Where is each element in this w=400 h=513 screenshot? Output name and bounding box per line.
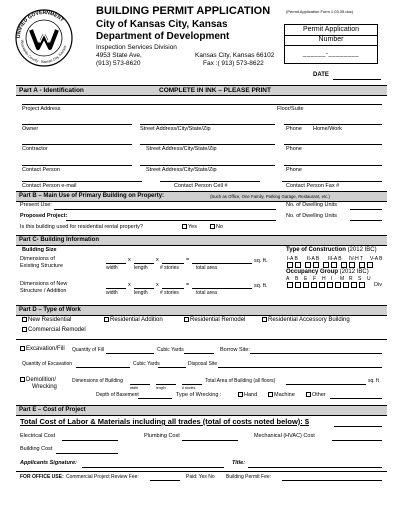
total-cost-label: Total Cost of Labor & Materials including all trades (total of costs noted below): $	[20, 417, 310, 426]
proposed-project-label: Proposed Project:	[20, 213, 68, 219]
const-checkbox[interactable]	[367, 262, 373, 268]
type-construction-label	[286, 247, 377, 253]
occ-checkbox[interactable]	[335, 282, 341, 288]
occ-b: B	[295, 276, 299, 282]
occupancy-text: Occupancy Group	[286, 269, 339, 275]
dims-existing-label-1: Dimensions of	[20, 256, 55, 262]
residential-rental-question: Is this building used for residential rental property?	[20, 224, 143, 230]
contractor-label: Contractor	[22, 146, 48, 152]
qty-excavation-label: Quantity of Excavation	[22, 361, 73, 367]
occupancy-ibc: (2012 IBC)	[339, 269, 369, 275]
const-checkbox[interactable]	[349, 262, 355, 268]
contact-email-field[interactable]	[22, 181, 142, 182]
building-cost-field[interactable]	[56, 453, 118, 454]
owner-address-label: Street Address/City/State/Zip	[140, 126, 211, 132]
residential-addition-option[interactable]	[104, 317, 163, 323]
owner-address-field[interactable]	[140, 124, 275, 125]
contractor-phone-field[interactable]	[284, 144, 382, 145]
present-use-field[interactable]	[54, 209, 276, 210]
project-address-field[interactable]	[22, 104, 382, 105]
building-size-label: Building Size	[22, 247, 57, 253]
fax-number: Fax :( 913) 573-8622	[203, 60, 264, 67]
const-checkbox[interactable]	[305, 262, 311, 268]
dims-new-label-1: Dimensions of New	[20, 281, 68, 287]
part-e-title: Part E – Cost of Project	[19, 407, 86, 413]
commercial-remodel-option[interactable]	[22, 327, 86, 333]
const-checkbox[interactable]	[287, 262, 293, 268]
contact-address-field[interactable]	[140, 165, 275, 166]
fill-cubic-yards-field[interactable]	[184, 353, 214, 354]
occ-f: F	[313, 276, 317, 282]
present-use-label: Present Use:	[20, 202, 52, 208]
title-label: Title:	[232, 460, 246, 466]
occ-checkbox[interactable]	[351, 282, 357, 288]
occ-a: A	[286, 276, 290, 282]
part-d-title: Part D – Type of Work	[19, 307, 81, 313]
contact-phone-field[interactable]	[284, 165, 382, 166]
depth-basement-field[interactable]	[138, 398, 172, 399]
construction-type-checkboxes	[286, 262, 374, 268]
residential-remodel-checkbox[interactable]	[184, 317, 189, 322]
excavation-checkbox[interactable]	[20, 346, 25, 351]
type-wrecking-label: Type of Wrecking :	[176, 392, 222, 398]
divider-line	[16, 339, 387, 340]
contact-cell-label: Contact Person Cell #	[174, 183, 228, 189]
construction-type-3: III-A B	[328, 256, 342, 262]
part-a-instruction: COMPLETE IN INK – PLEASE PRINT	[159, 87, 271, 94]
residential-remodel-label: Residential Remodel	[190, 317, 246, 324]
residential-addition-checkbox[interactable]	[104, 317, 109, 322]
exc-cubic-yards-label: Cubic Yards	[133, 361, 160, 367]
machine-label: Machine	[274, 392, 295, 398]
occ-checkbox[interactable]	[311, 282, 317, 288]
total-area-caption-1: total area	[196, 265, 217, 271]
excavation-label: Excavation/Fill	[26, 346, 65, 353]
residential-remodel-option[interactable]	[184, 317, 245, 323]
residential-accessory-option[interactable]	[262, 317, 350, 323]
svg-text:UNIFIED GOVERNMENT: UNIFIED GOVERNMENT	[15, 9, 65, 39]
building-permit-fee-field[interactable]	[282, 480, 382, 481]
residential-accessory-label: Residential Accessory Building	[268, 317, 350, 324]
occ-checkbox[interactable]	[343, 282, 349, 288]
type-construction-text: Type of Construction	[286, 247, 346, 253]
rental-yes-checkbox[interactable]	[182, 224, 187, 229]
qty-fill-field[interactable]	[106, 353, 154, 354]
title-field[interactable]	[248, 467, 382, 468]
occupancy-group-label	[286, 269, 369, 275]
building-permit-fee-label: Building Permit Fee:	[226, 474, 272, 480]
contact-email-label: Contact Person e-mail	[22, 183, 77, 189]
residential-accessory-checkbox[interactable]	[262, 317, 267, 322]
contact-person-field[interactable]	[22, 165, 132, 166]
new-length-field[interactable]	[134, 288, 154, 289]
machine-checkbox[interactable]	[268, 392, 273, 397]
part-b-title: Part B – Main Use of Primary Building on Property:	[19, 193, 165, 199]
contact-fax-label: Contact Person Fax #	[286, 183, 340, 189]
residential-addition-label: Residential Addition	[110, 317, 163, 324]
contact-address-label: Street Address/City/State/Zip	[146, 167, 217, 173]
width-caption-1: width	[106, 265, 118, 271]
borrow-site-label: Borrow Site:	[220, 347, 250, 353]
part-b-note: (Such as Office, One Family, Parking Garage, Restaurant, etc.)	[210, 194, 330, 199]
existing-length-field[interactable]	[134, 263, 154, 264]
contractor-phone-label: Phone	[286, 146, 302, 152]
stories-caption-1: # stories	[160, 265, 179, 271]
existing-stories-field[interactable]	[162, 263, 184, 264]
length-caption-1: length	[134, 265, 148, 271]
demo-stories-caption: # stories	[182, 386, 196, 390]
contractor-address-field[interactable]	[140, 144, 275, 145]
floor-suite-label: Floor/Suite	[277, 106, 304, 112]
occ-i: I	[331, 276, 333, 282]
owner-phone-field[interactable]	[284, 124, 382, 125]
occ-h: H	[322, 276, 326, 282]
home-work-label: Home/Work	[313, 126, 342, 132]
const-checkbox[interactable]	[295, 262, 301, 268]
rental-yes-option[interactable]	[182, 224, 197, 230]
contact-phone-label: Phone	[286, 167, 302, 173]
hand-option[interactable]	[238, 392, 257, 398]
commercial-review-fee-field[interactable]	[150, 480, 180, 481]
form-title: BUILDING PERMIT APPLICATION	[96, 5, 271, 17]
length-caption-2: length	[134, 290, 148, 296]
construction-type-4: IV-H T	[349, 256, 364, 262]
hand-checkbox[interactable]	[238, 392, 243, 397]
occ-s: S	[358, 276, 362, 282]
sqft-2: sq. ft.	[254, 283, 268, 289]
svg-text:Wyandotte County · Kansas City: Wyandotte County · Kansas City, Kansas	[19, 39, 68, 65]
borrow-site-field[interactable]	[250, 353, 382, 354]
demolition-checkbox[interactable]	[20, 377, 25, 382]
depth-basement-label: Depth of Basement	[96, 392, 139, 398]
form-number: (Permit Application Form 1.03.05.doc)	[286, 9, 354, 14]
other-wrecking-field[interactable]	[330, 398, 382, 399]
construction-type-1: I-A B	[287, 256, 298, 262]
applicant-signature-field[interactable]	[82, 467, 224, 468]
office-divider	[16, 471, 387, 472]
occ-u: U	[367, 276, 371, 282]
permit-number-box	[284, 24, 378, 64]
rental-no-label: No	[216, 224, 224, 230]
mechanical-cost-field[interactable]	[332, 440, 382, 441]
fill-cubic-yards-label: Cubic Yards	[157, 347, 184, 353]
date-label: DATE	[313, 72, 329, 78]
total-area-building-field[interactable]	[286, 384, 366, 385]
machine-option[interactable]	[268, 392, 295, 398]
div-label: Div	[374, 282, 382, 288]
phone-number: (913) 573-8620	[96, 60, 141, 67]
dwelling-units-2-label: No. of Dwelling Units	[286, 213, 338, 219]
stories-caption-2: # stories	[160, 290, 179, 296]
occ-m: M	[340, 276, 345, 282]
occ-e: E	[304, 276, 308, 282]
qty-excavation-field[interactable]	[76, 367, 130, 368]
rental-yes-label: Yes	[188, 224, 197, 230]
new-area-field[interactable]	[192, 288, 252, 289]
existing-width-field[interactable]	[106, 263, 126, 264]
paid-label: Paid: Yes No	[186, 474, 215, 480]
part-a-header	[16, 85, 387, 96]
sqft-3: sq. ft	[368, 378, 379, 384]
demolition-label: Demolition/	[26, 377, 57, 384]
seal-logo	[14, 8, 74, 68]
occ-checkbox[interactable]	[319, 282, 325, 288]
const-checkbox[interactable]	[323, 262, 329, 268]
const-checkbox[interactable]	[359, 262, 365, 268]
part-c-title: Part C- Building Information	[19, 237, 99, 243]
existing-area-field[interactable]	[192, 263, 252, 264]
hand-label: Hand	[244, 392, 258, 398]
times-1: x	[128, 257, 131, 263]
new-stories-field[interactable]	[162, 288, 184, 289]
dwelling-units-label: No. of Dwelling Units	[286, 202, 338, 208]
dims-building-label: Dimensions of Building	[72, 378, 123, 384]
electrical-cost-label: Electrical Cost	[20, 433, 56, 439]
project-address-label: Project Address	[22, 106, 61, 112]
other-label: Other	[312, 392, 326, 398]
dwelling-units-2-field[interactable]	[350, 220, 382, 221]
contact-fax-field[interactable]	[282, 181, 382, 182]
sqft-1: sq. ft.	[254, 258, 268, 264]
contractor-address-label: Street Address/City/State/Zip	[146, 146, 217, 152]
times-3: x	[128, 282, 131, 288]
times-2: x	[156, 257, 159, 263]
demo-length-field[interactable]	[156, 384, 176, 385]
disposal-site-field[interactable]	[218, 367, 382, 368]
demo-width-caption: width	[130, 386, 139, 390]
times-4: x	[156, 282, 159, 288]
city-name: City of Kansas City, Kansas	[96, 19, 228, 30]
width-caption-2: width	[106, 290, 118, 296]
occ-checkbox[interactable]	[295, 282, 301, 288]
owner-phone-label: Phone	[286, 126, 302, 132]
total-area-building-label: Total Area of Building (all floors)	[205, 378, 276, 384]
const-checkbox[interactable]	[331, 262, 337, 268]
exc-cubic-yards-field[interactable]	[158, 367, 186, 368]
new-residential-checkbox[interactable]	[22, 317, 27, 322]
part-a-title: Part A - Identification	[19, 87, 84, 94]
demo-length-caption: length	[156, 386, 166, 390]
plumbing-cost-field[interactable]	[182, 440, 238, 441]
building-cost-label: Building Cost	[20, 446, 53, 452]
occ-checkbox[interactable]	[359, 282, 365, 288]
other-checkbox[interactable]	[306, 392, 311, 397]
commercial-remodel-checkbox[interactable]	[22, 327, 27, 332]
plumbing-cost-label: Plumbing Cost	[144, 433, 180, 439]
const-checkbox[interactable]	[313, 262, 319, 268]
occ-checkbox[interactable]	[327, 282, 333, 288]
proposed-project-field[interactable]	[66, 220, 276, 221]
occ-r: R	[349, 276, 353, 282]
total-area-caption-2: total area	[196, 290, 217, 296]
new-residential-label: New Residential	[28, 317, 72, 324]
construction-type-5: V-A B	[370, 256, 383, 262]
permit-box-title: Permit Application	[302, 26, 360, 33]
part-e-header	[16, 405, 387, 416]
dwelling-units-field[interactable]	[350, 209, 382, 210]
occ-checkbox[interactable]	[287, 282, 293, 288]
other-option[interactable]	[306, 392, 326, 398]
occupancy-checkboxes	[286, 282, 366, 288]
contact-person-label: Contact Person	[22, 167, 60, 173]
contact-cell-field[interactable]	[160, 181, 260, 182]
new-residential-option[interactable]	[22, 317, 71, 323]
dims-new-label-2: Structure / Addition	[20, 288, 67, 294]
division-name: Inspection Services Division	[96, 44, 177, 51]
wrecking-label: Wrecking	[32, 384, 57, 390]
excavation-option[interactable]	[20, 346, 65, 352]
demolition-option[interactable]	[20, 377, 56, 383]
part-c-header	[16, 235, 387, 246]
rental-no-checkbox[interactable]	[210, 224, 215, 229]
new-width-field[interactable]	[106, 288, 126, 289]
commercial-review-fee-label: Commercial Project Review Fee:	[66, 474, 139, 480]
construction-type-2: II-A B	[307, 256, 320, 262]
street-address: 4953 State Ave,	[96, 52, 142, 59]
department-name: Department of Development	[96, 31, 230, 42]
rental-no-option[interactable]	[210, 224, 223, 230]
demo-width-field[interactable]	[130, 384, 150, 385]
applicant-signature-label: Applicants Signature:	[20, 460, 77, 466]
occ-checkbox[interactable]	[303, 282, 309, 288]
demo-stories-field[interactable]	[182, 384, 202, 385]
mechanical-cost-label: Mechanical (HVAC) Cost	[254, 433, 315, 439]
equals-2: =	[186, 282, 190, 288]
part-b-header	[16, 191, 387, 202]
office-use-label: FOR OFFICE USE:	[20, 474, 64, 480]
commercial-remodel-label: Commercial Remodel	[28, 327, 86, 334]
qty-fill-label: Quantity of Fill	[72, 347, 104, 353]
contractor-field[interactable]	[22, 144, 132, 145]
permit-number-field[interactable]: ______-________	[302, 51, 360, 57]
total-cost-field[interactable]	[334, 426, 382, 427]
city-state-zip: Kansas City, Kansas 66102	[195, 52, 275, 59]
owner-field[interactable]	[22, 124, 132, 125]
dims-existing-label-2: Existing Structure	[20, 263, 64, 269]
permit-box-number: Number	[318, 36, 344, 43]
date-field[interactable]	[333, 79, 381, 80]
part-d-header	[16, 305, 387, 316]
owner-label: Owner	[22, 126, 39, 132]
const-checkbox[interactable]	[341, 262, 347, 268]
type-construction-ibc: (2012 IBC)	[347, 247, 377, 253]
equals-1: =	[186, 257, 190, 263]
disposal-site-label: Disposal Site	[188, 361, 218, 367]
electrical-cost-field[interactable]	[62, 440, 118, 441]
